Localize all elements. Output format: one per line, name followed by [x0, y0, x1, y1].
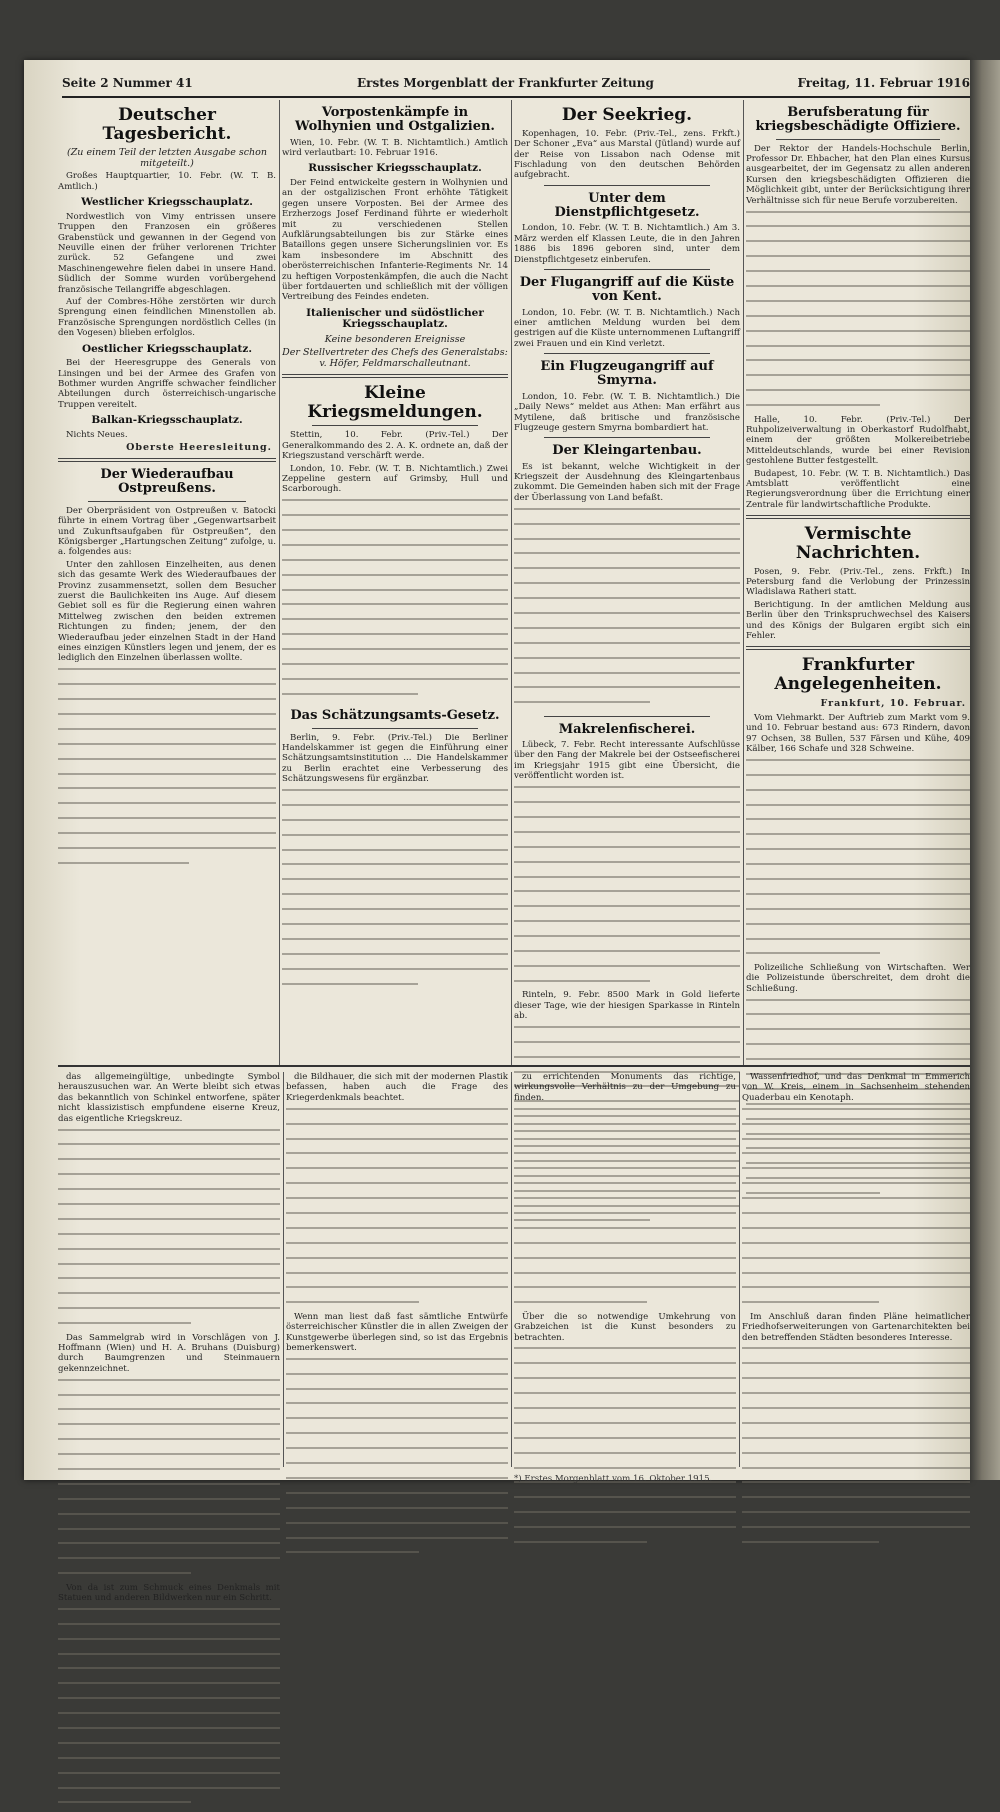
paragraph: London, 10. Febr. (W. T. B. Nichtamtlich.) Zwei Zeppeline gestern auf Grimsby, Hull und Scarborough. [282, 463, 508, 495]
divider [544, 185, 710, 186]
section-western-front: Westlicher Kriegsschauplatz. [81, 196, 253, 209]
paragraph: Posen, 9. Febr. (Priv.-Tel., zens. Frkft.) In Petersburg fand die Verlobung der Prinzessin Wladislawa Ratheri statt. [746, 566, 970, 598]
column-2 [282, 100, 508, 1065]
paragraph: Nordwestlich von Vimy entrissen unsere Truppen den Franzosen ein größeres Grabenstück und gewannen in der Gegend von Neuville einen der früher verlorenen Trichter zurück. 52 Gefangene und zwei Maschinengewehre fielen dabei in unsere Hand. Südlich der Somme wurden vorübergehend französische Teilangriffe abgeschlagen. [58, 211, 276, 295]
paragraph: zu errichtenden Monuments das richtige, wirkungsvolle Verhältnis zu der Umgebung zu finden. [514, 1072, 736, 1103]
article-title-tagesbericht: Deutscher Tagesbericht. [102, 105, 232, 144]
section-italian-front: Italienischer und südöstlicher Kriegsschauplatz. [306, 306, 484, 331]
divider [312, 728, 478, 729]
newspaper-name: Erstes Morgenblatt der Frankfurter Zeitung [357, 76, 654, 90]
filler-text [742, 1108, 970, 1312]
paragraph: Stettin, 10. Febr. (Priv.-Tel.) Der Generalkommando des 2. A. K. ordnete an, daß der Kriegszustand verschärft werde. [282, 430, 508, 462]
divider [88, 501, 246, 502]
divider [544, 269, 710, 270]
paragraph: Vom Viehmarkt. Der Auftrieb zum Markt vom 9. und 10. Februar bestand aus: 673 Rindern, davon 97 Ochsen, 38 Bullen, 537 Färsen und Kühe, 409 Kälber, 166 Schafe und 328 Schweine. [746, 712, 970, 754]
paragraph: die Bildhauer, die sich mit der modernen Plastik befassen, haben auch die Frage des Kriegerdenkmals beachtet. [286, 1072, 508, 1103]
paragraph: Berichtigung. In der amtlichen Meldung aus Berlin über den Trinkspruchwechsel des Kaisers und des Königs der Bulgaren ergibt sich ein Fehler. [746, 599, 970, 641]
filler-text [514, 1347, 736, 1551]
filler-text [282, 499, 508, 703]
column-rule [739, 1072, 740, 1467]
signature: Oberste Heeresleitung. [126, 442, 272, 454]
article-title-kriegsmeldungen: Kleine Kriegsmeldungen. [307, 382, 483, 422]
paragraph: Es ist bekannt, welche Wichtigkeit in der Kriegszeit der Ausdehnung des Kleingartenbaus zukommt. Die Gemeinden haben sich mit der Frage der Überlassung von Land befaßt. [514, 461, 740, 503]
paragraph: das allgemeingültige, unbedingte Symbol herauszusuchen war. An Werte bleibt sich etwas das bekanntlich von Schinkel entworfene, später nicht klassizistisch empfundene eiserne Kreuz, das eigentliche Kriegskreuz. [58, 1072, 280, 1124]
article-title-seekrieg: Der Seekrieg. [561, 105, 693, 125]
paragraph: Budapest, 10. Febr. (W. T. B. Nichtamtlich.) Das Amtsblatt veröffentlicht eine Regierungsverordnung über die Errichtung einer Zentrale für landwirtschaftliche Produkte. [746, 468, 970, 510]
paragraph: Auf der Combres-Höhe zerstörten wir durch Sprengung einen feindlichen Minenstollen ab. Französische Sprengungen nordöstlich Celles (in den Vogesen) blieben erfolglos. [58, 296, 276, 339]
paragraph: London, 10. Febr. (W. T. B. Nichtamtlich.) Die „Daily News“ meldet aus Athen: Man erfährt aus Mytilene, daß britische und französische Flugzeuge gestern Smyrna bombardiert hat. [514, 391, 740, 433]
feuilleton-column-4 [742, 1072, 970, 1467]
paragraph: Bei der Heeresgruppe des Generals von Linsingen und bei der Armee des Grafen von Bothmer wurden Angriffe schwacher feindlicher Abteilungen durch österreichisch-ungarische Truppen vereitelt. [58, 358, 276, 410]
column-4 [746, 100, 970, 1065]
newspaper-page [24, 60, 970, 1603]
divider [312, 425, 478, 426]
dateline: Wien, 10. Febr. (W. T. B. Nichtamtlich.) Amtlich wird verlautbart: 10. Februar 1916. [282, 137, 508, 158]
divider [544, 437, 710, 438]
article-title-schaetzungsamt: Das Schätzungsamts-Gesetz. [290, 708, 500, 724]
column-1 [58, 100, 276, 1065]
divider [746, 515, 970, 519]
filler-text [282, 789, 508, 993]
feuilleton-column-2 [286, 1072, 508, 1467]
divider [544, 353, 710, 354]
section-russian-front: Russischer Kriegsschauplatz. [308, 162, 482, 175]
divider [746, 646, 970, 650]
section-eastern-front: Oestlicher Kriegsschauplatz. [81, 342, 253, 355]
paragraph: Das Sammelgrab wird in Vorschlägen von J. Hoffmann (Wien) und H. A. Bruhans (Duisburg) durch Baumgrenzen und Steinmauern gekennzeichnet. [58, 1332, 280, 1374]
paragraph: Im Anschluß daran finden Pläne heimatlicher Friedhofserweiterungen von Gartenarchitekten bei den betreffenden Städten besonderes Interesse. [742, 1311, 970, 1343]
paragraph: Der Oberpräsident von Ostpreußen v. Batocki führte in einem Vortrag über „Gegenwartsarbeit und Zukunftsaufgaben für Ostpreußen“, den Königsberger „Hartungschen Zeitung“ zufolge, u. a. folgendes aus: [58, 505, 276, 558]
filler-text [514, 1108, 736, 1312]
article-title-kleingartenbau: Der Kleingartenbau. [552, 443, 702, 459]
paragraph: Kopenhagen, 10. Febr. (Priv.-Tel., zens. Frkft.) Der Schoner „Eva“ aus Marstal (Jütland) wurde auf der Reise von Lissabon nach Odense mit Fischladung von den deutschen Behörden aufgebracht. [514, 128, 740, 181]
article-title-vermischte: Vermischte Nachrichten. [795, 524, 921, 563]
paragraph: London, 10. Febr. (W. T. B. Nichtamtlich.) Am 3. März werden elf Klassen Leute, die in den Jahren 1886 bis 1896 geboren sind, unter dem Dienstpflichtgesetz einberufen. [514, 223, 740, 265]
section-balkan-front: Balkan-Kriegsschauplatz. [91, 414, 243, 427]
dateline: Frankfurt, 10. Februar. [820, 697, 966, 709]
paragraph: Der Rektor der Handels-Hochschule Berlin, Professor Dr. Ehbacher, hat den Plan eines Kursus ausgearbeitet, der im Gegensatz zu allen anderen Kursen den kriegsbeschädigten Offizieren die Möglichkeit gibt, unter der Berücksichtigung ihrer Verhältnisse sich für neue Berufe vorzubereiten. [746, 143, 970, 206]
footnote: *) Erstes Morgenblatt vom 16. Oktober 1915. [514, 1474, 713, 1484]
divider [282, 374, 508, 378]
column-rule [511, 100, 512, 1065]
paragraph: London, 10. Febr. (W. T. B. Nichtamtlich.) Nach einer amtlichen Meldung wurden bei dem gestrigen auf die Küste unternommenen Luftangriff zwei Frauen und ein Kind verletzt. [514, 307, 740, 349]
paragraph: Wassenfriedhof, und das Denkmal in Emmerich von W. Kreis, einem in Sachsenheim stehenden Quaderbau ein Kenotaph. [742, 1072, 970, 1103]
column-rule [511, 1072, 512, 1467]
article-title-frankfurter: Frankfurter Angelegenheiten. [774, 655, 942, 695]
feuilleton-column-3 [514, 1072, 736, 1467]
paragraph: Rinteln, 9. Febr. 8500 Mark in Gold lieferte dieser Tage, wie der hiesigen Sparkasse in Rinteln ab. [514, 990, 740, 1021]
filler-text [514, 786, 740, 990]
paragraph: Von da ist zum Schmuck eines Denkmals mit Statuen und anderen Bildwerken nur ein Schritt. [58, 1582, 280, 1603]
article-title-makrelen: Makrelenfischerei. [558, 721, 696, 737]
paragraph: Unter den zahllosen Einzelheiten, aus denen sich das gesamte Werk des Wiederaufbaues der Provinz zusammensetzt, sollen dem Besucher zuerst die Baulichkeiten ins Auge. Auf diesem Gebiet soll es für die Regierung einen wahren Mittelweg zwischen den beiden extremen Richtungen zu finden; jenem, der den Wiederaufbau jeder einzelnen Stadt in der Hand eines einzigen Künstlers legen und jenem, der es lediglich den Einzelnen überlassen wollte. [58, 559, 276, 664]
feuilleton-column-1 [58, 1072, 280, 1603]
divider [776, 139, 940, 140]
column-3 [514, 100, 740, 1065]
filler-text [58, 1379, 280, 1583]
dateline: Großes Hauptquartier, 10. Febr. (W. T. B. Amtlich.) [58, 171, 276, 192]
filler-text [746, 759, 970, 963]
filler-text [514, 508, 740, 712]
paragraph: Wenn man liest daß fast sämtliche Entwürfe österreichischer Künstler die in allen Zweigen der Kunstgewerbe überlegen sind, so ist das Ergebnis bemerkenswert. [286, 1311, 508, 1353]
issue-date: Freitag, 11. Februar 1916 [797, 76, 970, 90]
article-note: (Zu einem Teil der letzten Ausgabe schon mitgeteilt.) [67, 147, 267, 170]
paragraph: Nichts Neues. [66, 429, 128, 440]
filler-text [58, 1608, 280, 1812]
column-rule [283, 1072, 284, 1467]
paragraph: Lübeck, 7. Febr. Recht interessante Aufschlüsse über den Fang der Makrele bei der Ostseefischerei im Kriegsjahr 1915 gibt eine Übersicht, die veröffentlicht worden ist. [514, 740, 740, 782]
divider [544, 716, 710, 717]
paragraph: Keine besonderen Ereignisse [324, 333, 466, 345]
column-rule [743, 100, 744, 1065]
article-title-wolhynien: Vorpostenkämpfe in Wolhynien und Ostgalizien. [295, 105, 495, 135]
signature: Der Stellvertreter des Chefs des Generalstabs: v. Höfer, Feldmarschalleutnant. [282, 346, 508, 369]
paragraph: Berlin, 9. Febr. (Priv.-Tel.) Die Berliner Handelskammer ist gegen die Einführung einer Schätzungsamtsinstitution ... Die Handelskammer zu Berlin erachtet eine Verbesserung des Schätzungswesens für ergänzbar. [282, 732, 508, 785]
scan-edge [970, 60, 1000, 1480]
filler-text [58, 668, 276, 872]
divider [58, 458, 276, 462]
column-rule [279, 100, 280, 1065]
article-title-dienstpflicht: Unter dem Dienstpflichtgesetz. [554, 190, 700, 221]
article-title-ostpreussen: Der Wiederaufbau Ostpreußens. [100, 467, 234, 497]
paragraph: Der Feind entwickelte gestern in Wolhynien und an der ostgalizischen Front erhöhte Tätigkeit gegen unsere Vorposten. Bei der Armee des Erzherzogs Josef Ferdinand führte er wiederholt mit zu verschiedenen Stellen Aufklärungsabteilungen bis zur Stärke eines Bataillons gegen unsere Sicherungslinien vor. Es kam insbesondere im Abschnitt des oberösterreichischen Infanterie-Regiments Nr. 14 zu heftigen Vorpostenkämpfen, die auch die Nacht über fortdauerten und schließlich mit der völligen Vertreibung des Feindes endeten. [282, 177, 508, 303]
filler-text [742, 1347, 970, 1551]
article-title-flugangriff-kent: Der Flugangriff auf die Küste von Kent. [519, 274, 735, 305]
page-number: Seite 2 Nummer 41 [62, 76, 193, 90]
filler-text [746, 211, 970, 415]
filler-text [58, 1129, 280, 1333]
filler-text [286, 1108, 508, 1312]
masthead [62, 74, 970, 98]
filler-text [286, 1358, 508, 1562]
paragraph: Über die so notwendige Umkehrung von Grabzeichen ist die Kunst besonders zu betrachten. [514, 1311, 736, 1343]
paragraph: Halle, 10. Febr. (Priv.-Tel.) Der Ruhpolizeiverwaltung in Oberkastorf Rudolfhabt, einem der größten Molkereibetriebe Mitteldeutschlands, wurde bei einer Revision gestohlene Butter festgestellt. [746, 414, 970, 467]
article-title-berufsberatung: Berufsberatung für kriegsbeschädigte Offiziere. [755, 105, 961, 135]
paragraph: Polizeiliche Schließung von Wirtschaften. Wer die Polizeistunde überschreitet, dem droht die Schließung. [746, 962, 970, 994]
article-title-smyrna: Ein Flugzeugangriff auf Smyrna. [540, 359, 714, 389]
feuilleton-separator [58, 1065, 970, 1067]
